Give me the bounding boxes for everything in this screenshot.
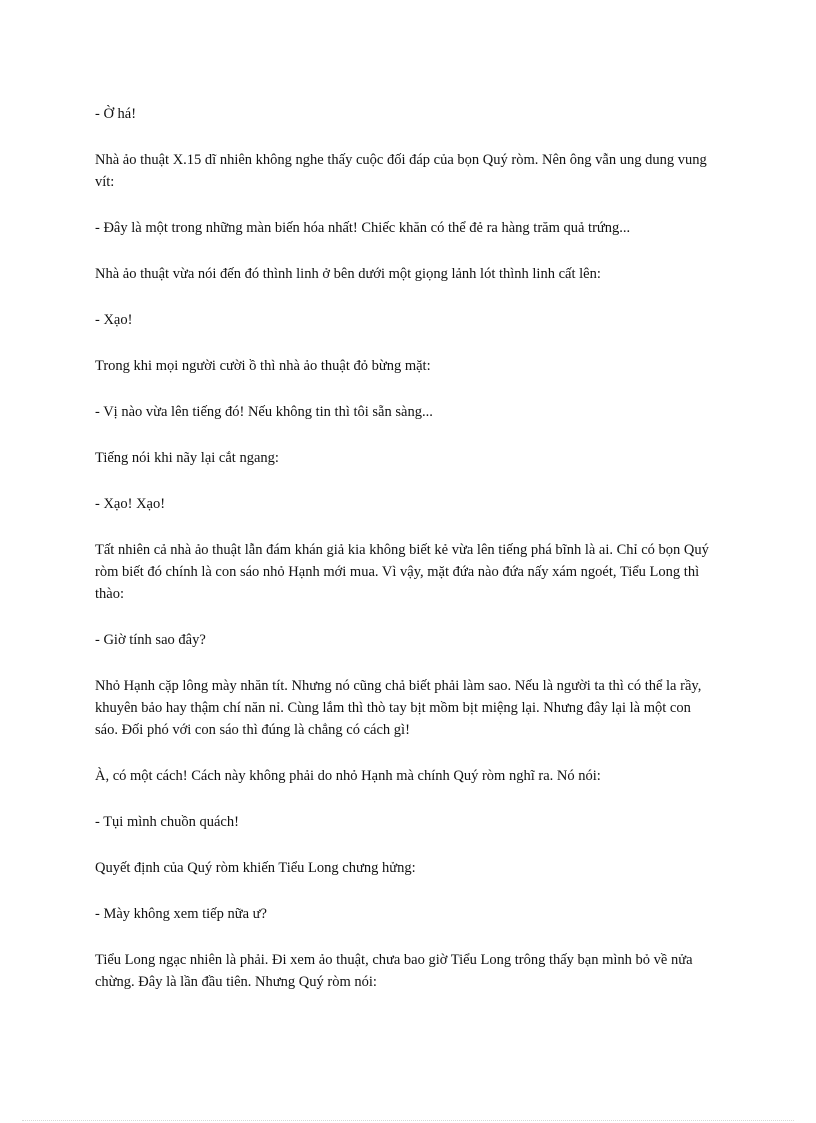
paragraph: Nhà ảo thuật X.15 dĩ nhiên không nghe thấy cuộc đối đáp của bọn Quý ròm. Nên ông vẫn ung dung vung vít: bbox=[95, 152, 707, 190]
paragraph: - Xạo! bbox=[95, 312, 133, 328]
paragraph: Trong khi mọi người cười ồ thì nhà ảo thuật đỏ bừng mặt: bbox=[95, 358, 431, 374]
paragraph: Nhỏ Hạnh cặp lông mày nhăn tít. Nhưng nó cũng chả biết phải làm sao. Nếu là người ta thì có thể la rầy, khuyên bảo hay thậm chí năn nỉ. Cùng lắm thì thò tay bịt mồm bịt miệng lại. Nhưng đây lại là một con sáo. Đối phó với con sáo thì đúng là chẳng có cách gì! bbox=[95, 678, 702, 738]
paragraph: - Đây là một trong những màn biến hóa nhất! Chiếc khăn có thể đẻ ra hàng trăm quả trứng... bbox=[95, 220, 631, 236]
page-bottom-divider bbox=[22, 1120, 794, 1121]
paragraph: Nhà ảo thuật vừa nói đến đó thình linh ở bên dưới một giọng lảnh lót thình linh cất lên: bbox=[95, 266, 601, 282]
paragraph: À, có một cách! Cách này không phải do nhỏ Hạnh mà chính Quý ròm nghĩ ra. Nó nói: bbox=[95, 768, 601, 784]
paragraph: - Xạo! Xạo! bbox=[95, 496, 166, 512]
paragraph: - Mày không xem tiếp nữa ư? bbox=[95, 906, 267, 922]
document-body bbox=[95, 103, 715, 1017]
paragraph: Tiếng nói khi nãy lại cắt ngang: bbox=[95, 450, 279, 466]
paragraph: - Vị nào vừa lên tiếng đó! Nếu không tin thì tôi sẵn sàng... bbox=[95, 404, 433, 420]
paragraph: - Tụi mình chuồn quách! bbox=[95, 814, 239, 830]
paragraph: Tất nhiên cả nhà ảo thuật lẫn đám khán giả kia không biết kẻ vừa lên tiếng phá bĩnh là ai. Chỉ có bọn Quý ròm biết đó chính là con sáo nhỏ Hạnh mới mua. Vì vậy, mặt đứa nào đứa nấy xám ngoét, Tiểu Long thì thào: bbox=[95, 542, 709, 602]
paragraph: - Ờ há! bbox=[95, 106, 137, 122]
paragraph: Tiểu Long ngạc nhiên là phải. Đi xem ảo thuật, chưa bao giờ Tiểu Long trông thấy bạn mình bỏ về nửa chừng. Đây là lần đầu tiên. Nhưng Quý ròm nói: bbox=[95, 952, 693, 990]
paragraph: Quyết định của Quý ròm khiến Tiểu Long chưng hửng: bbox=[95, 860, 416, 876]
paragraph: - Giờ tính sao đây? bbox=[95, 632, 206, 648]
